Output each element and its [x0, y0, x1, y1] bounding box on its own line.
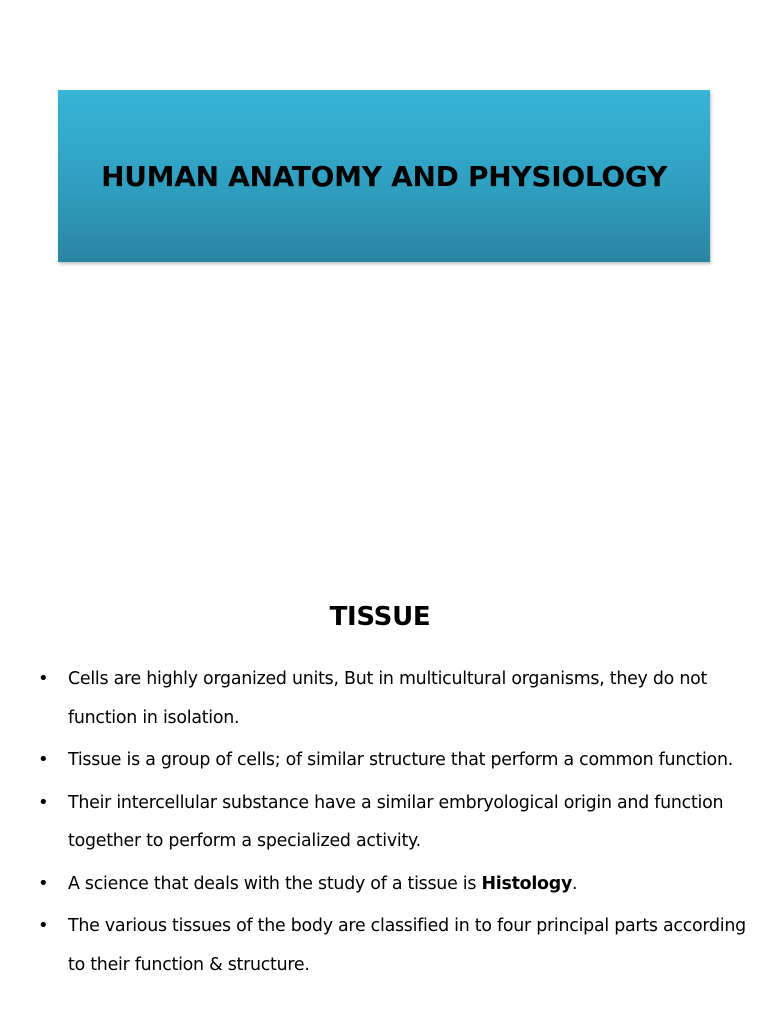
bullet-item	[38, 784, 748, 861]
bullet-dot-icon: •	[38, 749, 49, 770]
bullet-dot-icon: •	[38, 668, 49, 689]
bullet-dot-icon: •	[38, 915, 49, 936]
bullet-text: Cells are highly organized units, But in multicultural organisms, they do not function in isolation.	[68, 669, 708, 728]
bullet-item	[38, 865, 748, 904]
bullet-dot-icon: •	[38, 872, 49, 894]
bullet-dot-icon: •	[38, 791, 49, 813]
bullet-text: Tissue is a group of cells; of similar structure that perform a common function.	[68, 750, 733, 770]
section-heading: TISSUE	[329, 602, 431, 632]
bullet-text-bold-term: Histology	[481, 873, 573, 894]
bullet-text-after: .	[572, 873, 578, 894]
bullet-list	[38, 660, 748, 988]
bullet-item	[38, 907, 748, 984]
slide-title: HUMAN ANATOMY AND PHYSIOLOGY	[101, 159, 667, 193]
title-banner	[58, 90, 710, 262]
bullet-text: The various tissues of the body are classified in to four principal parts according to their function & structure.	[68, 916, 746, 975]
bullet-text: Their intercellular substance have a similar embryological origin and function together to perform a specialized activity.	[68, 792, 724, 851]
bullet-text-before: A science that deals with the study of a tissue is	[68, 873, 482, 894]
bullet-item	[38, 660, 748, 737]
bullet-item	[38, 741, 748, 780]
